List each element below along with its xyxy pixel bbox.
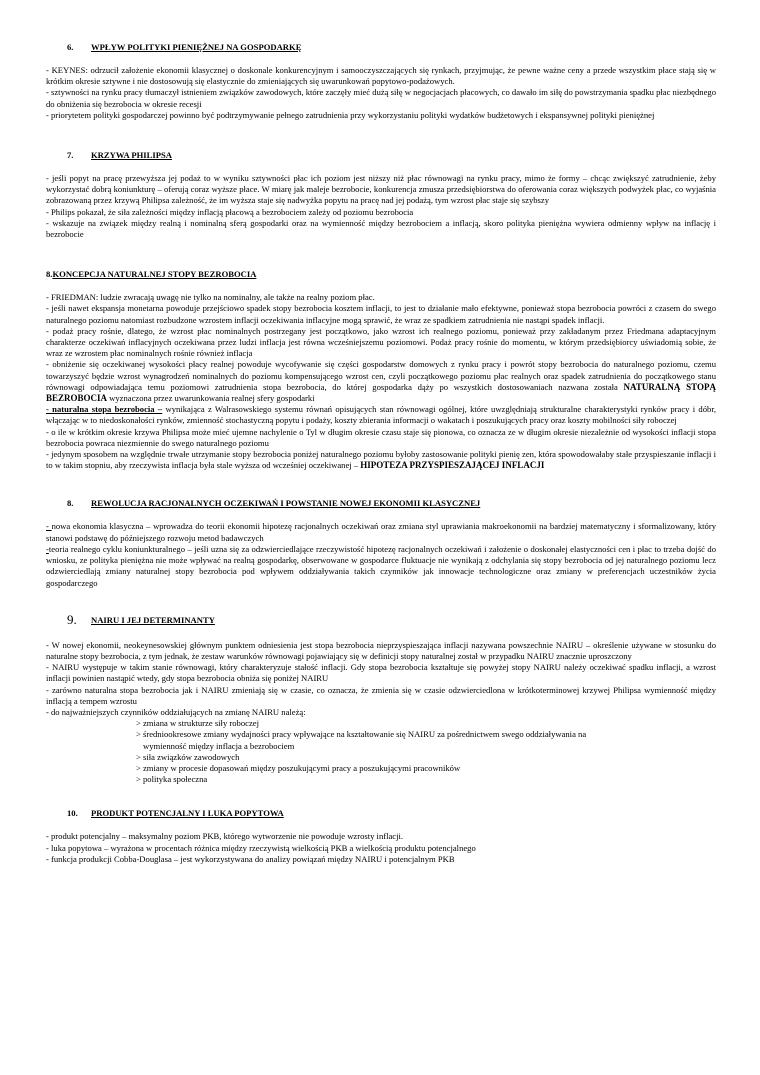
s6-paragraph-3: - priorytetem polityki gospodarczej powinno być podtrzymywanie pełnego zatrudnienia przy wykorzystaniu polityki wydatków budżetowych i ekspansywnej polityki pieniężnej <box>46 109 655 120</box>
nairu-factor-item: > średniookresowe zmiany wydajności pracy wpływające na kształtowanie się NAIRU za pośrednictwem swego oddziaływania na <box>136 729 587 740</box>
section-10-title: PRODUKT POTENCJALNY I LUKA POPYTOWA <box>91 808 284 819</box>
s8b-p2-dash: - <box>46 543 49 554</box>
s9-paragraph-2: - NAIRU występuje w takim stanie równowagi, który charakteryzuje stałość inflacji. Gdy stopa bezrobocia kształtuje się powyżej stopy NAIRU należy oczekiwać spadku inflacji, a wzrost inflacji powinien nastąpić wtedy, gdy stopa bezrobocia obniża się poniżej NAIRU <box>46 662 716 684</box>
s8-paragraph-6: - o ile w krótkim okresie krzywa Philipsa może mieć ujemne nachylenie o Tyl w długim okresie czasu staje się pionowa, co oznacza ze w długim okresie niezależnie od wysokości inflacji stopa bezrobocia powraca niezmiennie do swego naturalnego poziomu <box>46 426 716 448</box>
nairu-factor-item-continued: wymienność między inflacja a bezrobociem <box>143 740 295 751</box>
s8-paragraph-3: - podaż pracy rośnie, dlatego, że wzrost płac nominalnych postrzegany jest początkowo, jako wzrost ich realnego poziomu, ponieważ przy zakładanym przez Friedmana adaptacyjnym charakterze oczekiwań inflacyjnych oczekiwana przez ludzi inflacja jest równa wcześniejszemu poziomowi. Podaż pracy rośnie do momentu, w którym przedsiębiorcy uświadomią sobie, że wraz ze wzrostem płac nominalnych rośnie również inflacja <box>46 325 716 359</box>
section-9-title: NAIRU I JEJ DETERMINANTY <box>91 614 215 625</box>
section-8-title: KONCEPCJA NATURALNEJ STOPY BEZROBOCIA <box>52 269 257 280</box>
nairu-factor-item: > zmiany w procesie dopasowań między poszukującymi pracy a poszukującymi pracowników <box>136 762 461 773</box>
section-10-number: 10. <box>67 808 78 819</box>
document-page <box>46 40 716 865</box>
s8-paragraph-4 <box>46 359 716 404</box>
s6-paragraph-2: - sztywności na rynku pracy tłumaczył istnieniem związków zawodowych, które zaczęły mieć dużą siłę w negocjacjach płacowych, co dawało im siłę do powstrzymania spadku płac niezbędnego do obniżenia się bezrobocia w okresie recesji <box>46 87 716 109</box>
s9-paragraph-1: - W nowej ekonomii, neokeynesowskiej głównym punktem odniesienia jest stopa bezrobocia nieprzyspieszająca inflacji nazywana powszechnie NAIRU – określenie używane w stosunku do naturalne stopy bezrobocia, z tym jednak, że zestaw warunków równowagi pojawiający się w definicji stopy naturalnej został w przypadku NAIRU znacznie uproszczony <box>46 639 716 661</box>
nairu-factor-item: > polityka społeczna <box>136 774 208 785</box>
section-9-number: 9. <box>67 611 77 627</box>
s10-paragraph-1: - produkt potencjalny – maksymalny poziom PKB, którego wytworzenie nie powoduje wzrosty inflacji. <box>46 831 404 842</box>
s9-paragraph-3: - zarówno naturalna stopa bezrobocia jak i NAIRU zmieniają się w czasie, co oznacza, że zmienia się w czasie odzwierciedlona w krótkoterminowej krzywej Philipsa wymienność między inflacją a tempem wzrostu <box>46 684 716 706</box>
nairu-factor-item: > zmiana w strukturze siły roboczej <box>136 718 259 729</box>
s8-p4-tail: wyznaczona przez uwarunkowania realnej sfery gospodarki <box>107 393 315 404</box>
s8-p5-text: wynikająca z Walrasowskiego systemu równań opisujących stan równowagi ogólnej, które uwzględniają strukturalne charakterystyki rynków pracy i dóbr, włączając w to niedoskonałości rynków, zmienność stochastyczną popytu i podaży, koszty zbierania informacji o wakatach i poszukujących pracy oraz koszty mobilności siły roboczej <box>46 404 716 426</box>
s8-paragraph-2: - jeśli nawet ekspansja monetarna powoduje przejściowo spadek stopy bezrobocia kosztem inflacji, to jest to działanie mało efektywne, ponieważ stopa bezrobocia powróci z czasem do swego naturalnego poziomu natomiast rozbudzone wzrostem inflacji oczekiwania inflacyjne mogą sprawić, że wraz ze spadkiem zatrudnienia nie nastąpi spadek inflacji. <box>46 303 716 325</box>
section-6-number: 6. <box>67 42 74 52</box>
s7-paragraph-3: - wskazuje na związek między realną i nominalną sferą gospodarki oraz na wymienność między bezrobociem a inflacją, skoro polityka pieniężna wywiera odmienny wpływ na inflację i bezrobocie <box>46 217 716 240</box>
section-8b-title: REWOLUCJA RACJONALNYCH OCZEKIWAŃ I POWSTANIE NOWEJ EKONOMII KLASYCZNEJ <box>91 498 481 509</box>
s8-paragraph-1: - FRIEDMAN: ludzie zwracają uwagę nie tylko na nominalny, ale także na realny poziom płac. <box>46 292 375 303</box>
natural-rate-term: NATURALNĄ STOPĄ BEZROBOCIA <box>46 381 716 404</box>
s9-paragraph-4: - do najważniejszych czynników oddziałujących na zmianę NAIRU należą: <box>46 706 306 717</box>
s10-paragraph-2: - luka popytowa – wyrażona w procentach różnica między rzeczywistą wielkością PKB a wielkością produktu potencjalnego <box>46 842 476 853</box>
s6-paragraph-1: - KEYNES: odrzucił założenie ekonomii klasycznej o doskonale konkurencyjnym i samooczyszczających się rynkach, przyjmując, że pewne ważne ceny a przede wszystkim płace stają się w krótkim okresie sztywne i nie dostosowują się elastycznie do zmieniających się uwarunkowań popytowo-podażowych. <box>46 65 716 87</box>
s8-p7-text: - jedynym sposobem na względnie trwałe utrzymanie stopy bezrobocia poniżej naturalnego poziomu byłoby zastosowanie polityki pienię zen, która spowodowałaby stałe przyspieszanie inflacji i to w takim stopniu, aby rzeczywista inflacja była stale wyższa od wcześniej oczekiwanej – <box>46 449 716 471</box>
accelerating-inflation-hypothesis: HIPOTEZA PRZYSPIESZAJĄCEJ INFLACJI <box>360 460 545 471</box>
s8b-p1-dash: - <box>46 521 52 532</box>
s8b-paragraph-1 <box>46 521 716 543</box>
s10-paragraph-3: - funkcja produkcji Cobba-Douglasa – jest wykorzystywana do analizy powiązań między NAIRU i potencjalnym PKB <box>46 853 455 864</box>
s8-p4-text: - obniżenie się oczekiwanej wysokości płacy realnej powoduje wycofywanie się części gospodarstw domowych z rynku pracy i powrót stopy bezrobocia do naturalnego poziomu, czemu towarzyszyć będzie wzrost wynagrodzeń nominalnych do poziomu kompensującego wzrost cen, czyli początkowego poziomu płac realnych oraz spadek zatrudnienia do początkowego stanu równowagi odpowiadająca temu poziomowi zatrudnienia stopa bezrobocia, do której gospodarka dąży po wszystkich dostosowaniach nazwana została <box>46 359 716 392</box>
section-7-number: 7. <box>67 150 74 161</box>
section-7-heading <box>46 148 716 161</box>
s8-paragraph-5 <box>46 404 716 426</box>
section-8b-heading <box>46 496 716 509</box>
s8b-p2-text: teoria realnego cyklu koniunkturalnego – jeśli uzna się za odzwierciedlające rzeczywistość hipotezę racjonalnych oczekiwań i założenie o doskonałej elastyczności cen i płac to trzeba dojść do wniosku, ze polityka pieniężna nie może wpływać na realną gospodarkę, obserwowane w gospodarce fluktuacje nie wynikają z odchylania się stopy bezrobocia od jej naturalnego poziomu lecz odzwierciedlają zmiany naturalnej stopy bezrobocia pod wpływem oddziaływania takich czynników jak innowacje technologiczne oraz zmiany w preferencjach uczestników życia gospodarczego <box>46 543 716 588</box>
section-6-title: WPŁYW POLITYKI PIENIĘŻNEJ NA GOSPODARKĘ <box>91 42 302 52</box>
section-7-title: KRZYWA PHILIPSA <box>91 150 172 161</box>
section-10-heading <box>46 806 716 819</box>
nairu-factor-item: > siła związków zawodowych <box>136 751 240 762</box>
s7-paragraph-2: - Philips pokazał, że siła zależności między inflacją płacową a bezrobociem zależy od poziomu bezrobocia <box>46 206 414 217</box>
s8-paragraph-7 <box>46 449 716 471</box>
s8b-p1-text: nowa ekonomia klasyczna – wprowadza do teorii ekonomii hipotezę racjonalnych oczekiwań oraz zmiana styl uprawiania makroekonomii na bardziej matematyczny i sformalizowany, który stanowi podstawę do późniejszego rozwoju metod badawczych <box>46 521 717 543</box>
section-8-number: 8. <box>46 269 53 280</box>
s7-paragraph-1: - jeśli popyt na pracę przewyższa jej podaż to w wyniku sztywności płac ich poziom jest niższy niż płac równowagi na rynku pracy, mimo że formy – chcąc zwiększyć zatrudnienie, żeby wykorzystać dobrą koniunkturę – oferują coraz wyższe płace. W miarę jak maleje bezrobocie, konkurencja zmusza przedsiębiorstwa do oferowania coraz większych podwyżek płac, co wyjaśnia zobrazowaną przez krzywą Philipsa zależność, że im wyższa staje się nadwyżka popytu na pracę nad jej podażą, tym wzrost płac staje się szybszy <box>46 173 716 206</box>
section-8b-number: 8. <box>67 498 74 509</box>
section-8-heading <box>46 267 716 280</box>
s8b-paragraph-2 <box>46 544 716 589</box>
section-9-heading <box>46 611 716 628</box>
section-6-heading <box>46 40 716 53</box>
natural-rate-definition-term: - naturalna stopa bezrobocia – <box>46 404 163 415</box>
